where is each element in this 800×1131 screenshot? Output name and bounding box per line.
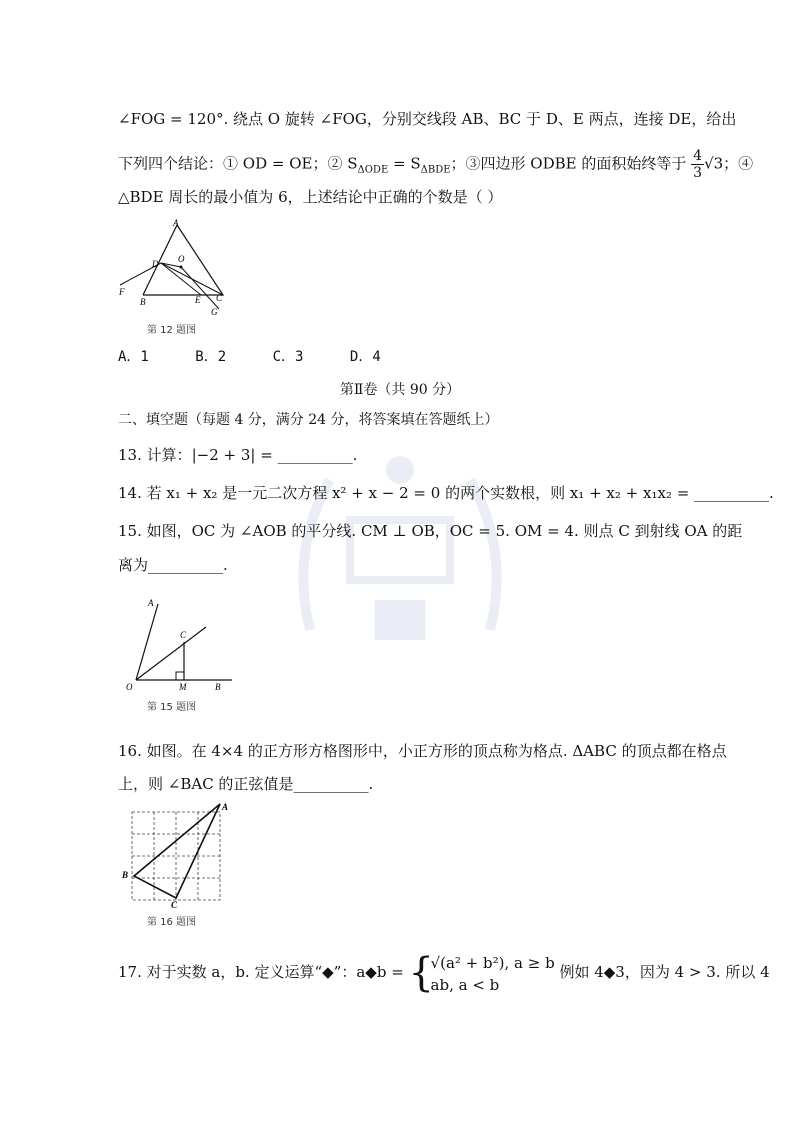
figure-12 (115, 215, 235, 315)
q15-line2: 离为__________. (118, 556, 228, 574)
piecewise-definition (409, 951, 555, 996)
option-a: A．1 (118, 349, 149, 365)
label-b: B (122, 870, 129, 880)
label-c: C (216, 293, 223, 303)
q12-line2-part: ；③四边形 ODBE 的面积始终等于 (450, 154, 687, 173)
label-d: D (152, 259, 159, 269)
q12-line3: △BDE 周长的最小值为 6，上述结论中正确的个数是（ ） (118, 188, 503, 206)
frac-num: 4 (693, 148, 703, 164)
q12-line2-part: = S (388, 154, 421, 173)
figure-12-caption: 第 12 题图 (147, 325, 197, 336)
figure-16 (120, 800, 240, 910)
q16-line2: 上，则 ∠BAC 的正弦值是__________. (118, 775, 374, 793)
label-a: A (173, 218, 179, 228)
left-brace-icon: { (408, 949, 434, 996)
q17 (118, 950, 770, 996)
figure-15 (122, 592, 237, 692)
q15-line1: 15. 如图，OC 为 ∠AOB 的平分线. CM ⊥ OB，OC = 5. OM = 4. 则点 C 到射线 OA 的距 (118, 522, 743, 540)
label-a: A (148, 598, 154, 608)
section-2-heading: 二、填空题（每题 4 分，满分 24 分，将答案填在答题纸上） (118, 412, 499, 428)
q12-line2-part: √3；④ (704, 154, 754, 173)
q12-line2-part: 下列四个结论：① OD = OE；② S (118, 154, 358, 173)
grid-4x4 (132, 812, 220, 900)
point-o (180, 266, 183, 269)
triangle-abc (134, 804, 220, 898)
q16-line1: 16. 如图。在 4×4 的正方形方格图形中，小正方形的顶点称为格点. ΔABC 的顶点都在格点 (118, 742, 727, 760)
label-b: B (140, 297, 146, 307)
ray-oc (136, 627, 206, 680)
label-o: O (178, 254, 185, 264)
label-a: A (222, 802, 229, 812)
option-c: C．3 (272, 349, 304, 365)
label-e: E (195, 295, 201, 305)
label-o: O (126, 682, 133, 692)
q12-line1: ∠FOG = 120°. 绕点 O 旋转 ∠FOG，分别交线段 AB、BC 于 D、E 两点，连接 DE，给出 (118, 110, 737, 128)
q14: 14. 若 x₁ + x₂ 是一元二次方程 x² + x − 2 = 0 的两个实数根，则 x₁ + x₂ + x₁x₂ = __________. (118, 484, 774, 502)
section-title: 第Ⅱ卷（共 90 分） (339, 382, 461, 398)
q17-suffix: 例如 4◆3，因为 4 > 3. 所以 4 (559, 963, 770, 981)
q12-line2 (118, 148, 753, 181)
label-m: M (179, 682, 187, 692)
q17-prefix: 17. 对于实数 a，b. 定义运算“◆”：a◆b = (118, 963, 404, 981)
case-2: ab, a < b (430, 975, 500, 994)
q12-subscript-odE: ΔODE (357, 164, 389, 176)
label-g: G (211, 307, 218, 315)
label-b: B (215, 682, 221, 692)
label-c: C (171, 900, 178, 910)
frac-den: 3 (693, 165, 703, 181)
figure-16-caption: 第 16 题图 (147, 917, 197, 928)
option-d: D．4 (349, 349, 381, 365)
q12-subscript-bde: ΔBDE (420, 164, 451, 176)
ray-oa (136, 604, 158, 680)
figure-15-caption: 第 15 题图 (147, 702, 197, 713)
option-b: B．2 (195, 349, 227, 365)
label-c: C (180, 630, 187, 640)
label-f: F (119, 287, 125, 297)
right-angle-mark (176, 672, 184, 680)
q13: 13. 计算：|−2 + 3| = __________. (118, 446, 358, 464)
watermark-logo-icon (280, 430, 520, 690)
segment-dc (161, 263, 223, 295)
q12-options (118, 346, 419, 366)
fraction-4-3 (691, 148, 704, 181)
case-1: √(a² + b²), a ≥ b (430, 953, 555, 972)
